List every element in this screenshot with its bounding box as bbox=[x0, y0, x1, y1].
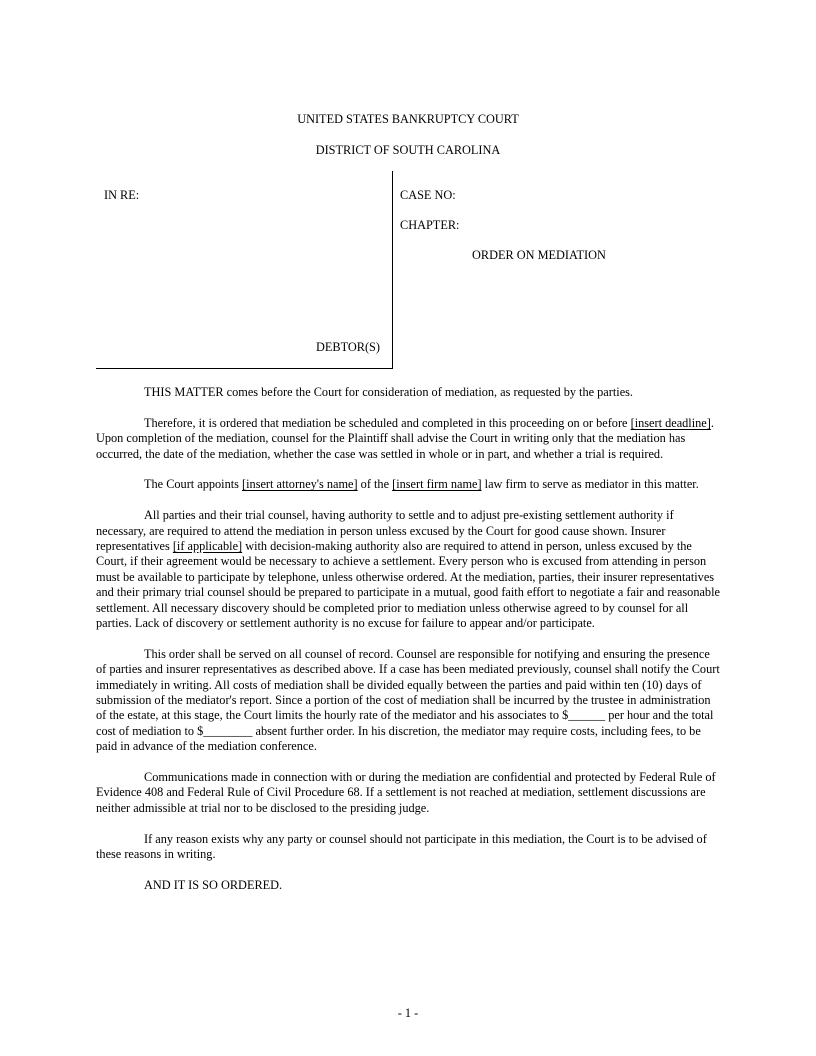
paragraph-text: All parties and their trial counsel, having authority to settle and to adjust pre-existing settlement authority if necessary, are required to attend the mediation in person unless excused by the Court for good cause shown. Insurer representatives bbox=[96, 508, 674, 554]
paragraph-text: of the bbox=[357, 477, 393, 492]
paragraph-objections: If any reason exists why any party or counsel should not participate in this mediation, the Court is to be advised of these reasons in writing. bbox=[96, 831, 707, 862]
deadline-placeholder: [insert deadline] bbox=[630, 415, 711, 430]
paragraph-text: The Court appoints bbox=[144, 477, 243, 492]
order-body bbox=[96, 385, 720, 909]
caption-vertical-divider bbox=[392, 171, 393, 369]
paragraph-text: Therefore, it is ordered that mediation be scheduled and completed in this proceeding on or before bbox=[144, 415, 631, 430]
paragraph-text: . Upon completion of the mediation, counsel for the Plaintiff shall advise the Court in writing only that the mediation has occurred, the date of the mediation, whether the case was settled in whole or in part, and whether a trial is required. bbox=[96, 415, 714, 461]
paragraph-matter: THIS MATTER comes before the Court for consideration of mediation, as requested by the parties. bbox=[144, 385, 634, 399]
order-title: ORDER ON MEDIATION bbox=[472, 248, 606, 262]
in-re-label: IN RE: bbox=[104, 188, 140, 202]
paragraph-costs: This order shall be served on all counsel of record. Counsel are responsible for notifying and ensuring the presence of parties and insurer representatives as described above. If a case has been mediated previously, counsel shall notify the Court immediately in writing. All costs of mediation shall be divided equally between the parties and paid within ten (10) days of submission of the mediator's report. Since a portion of the cost of mediation shall be incurred by the trustee in administration of the estate, at this stage, the Court limits the hourly rate of the mediator and his associates to $______ per hour and the total cost of mediation to $________ absent further order. In his discretion, the mediator may require costs, including fees, to be paid in advance of the mediation conference. bbox=[96, 646, 720, 754]
paragraph-schedule bbox=[96, 416, 720, 462]
firm-name-placeholder: [insert firm name] bbox=[392, 477, 482, 492]
page-number: - 1 - bbox=[397, 1006, 419, 1020]
paragraph-confidentiality: Communications made in connection with or during the mediation are confidential and protected by Federal Rule of Evidence 408 and Federal Rule of Civil Procedure 68. If a settlement is not reached at mediation, settlement discussions are neither admissible at trial nor to be disclosed to the presiding judge. bbox=[96, 770, 716, 815]
court-name: UNITED STATES BANKRUPTCY COURT bbox=[297, 112, 519, 126]
if-applicable-placeholder: [if applicable] bbox=[172, 539, 243, 554]
attorney-name-placeholder: [insert attorney's name] bbox=[242, 477, 358, 492]
case-number-label: CASE NO: bbox=[400, 188, 456, 202]
chapter-label: CHAPTER: bbox=[400, 218, 460, 232]
debtor-label: DEBTOR(S) bbox=[316, 340, 380, 354]
paragraph-ordered: AND IT IS SO ORDERED. bbox=[144, 877, 283, 892]
district-name: DISTRICT OF SOUTH CAROLINA bbox=[315, 143, 501, 157]
paragraph-attendance bbox=[96, 508, 720, 631]
paragraph-text: with decision-making authority also are required to attend in person, unless excused by the Court, if their agreement would be necessary to achieve a settlement. Every person who is excused from attending in person must be available to participate by telephone, unless otherwise ordered. At the mediation, parties, their insurer representatives and their primary trial counsel should be prepared to participate in a mutual, good faith effort to negotiate a fair and reasonable settlement. All necessary discovery should be completed prior to mediation unless otherwise agreed to by counsel for all parties. Lack of discovery or settlement authority is no excuse for failure to appear and/or participate. bbox=[96, 539, 720, 631]
paragraph-appointment bbox=[96, 477, 720, 492]
caption-horizontal-divider bbox=[96, 368, 393, 369]
paragraph-text: law firm to serve as mediator in this matter. bbox=[481, 477, 699, 492]
